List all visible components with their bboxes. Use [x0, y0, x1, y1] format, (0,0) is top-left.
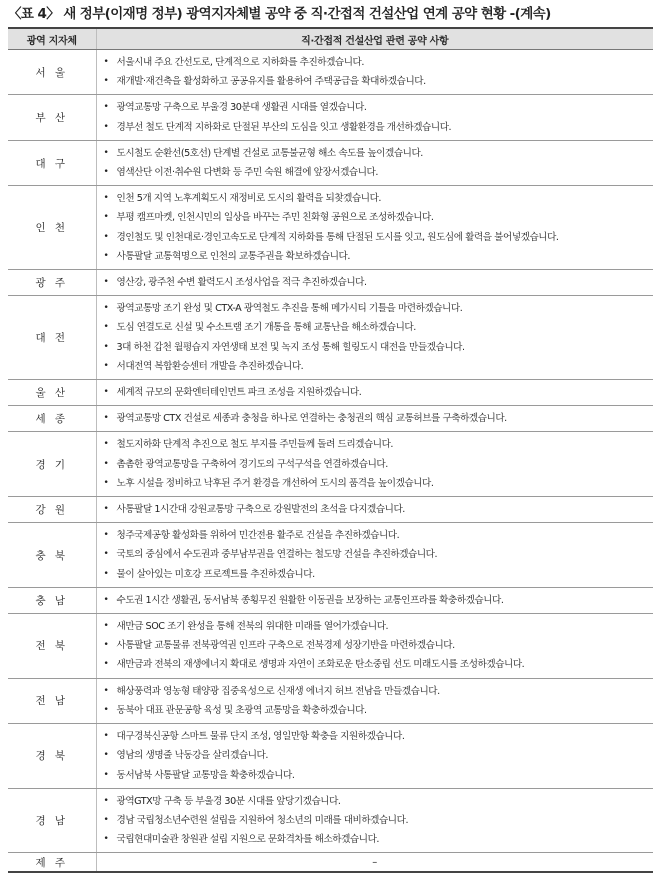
table-row: [8, 523, 653, 588]
pledge-list: [97, 144, 654, 182]
pledge-cell: [96, 95, 653, 140]
pledge-item: • 물이 살아있는 미호강 프로젝트를 추진하겠습니다.: [97, 565, 654, 584]
pledge-item: • 서대전역 복합환승센터 개발을 추진하겠습니다.: [97, 357, 654, 376]
region-cell: 전 남: [8, 678, 96, 723]
region-cell: 경 기: [8, 432, 96, 497]
region-cell: 대 전: [8, 296, 96, 380]
table-row: [8, 380, 653, 406]
table-row: [8, 587, 653, 613]
pledge-item: • 3대 하천 갑천 월평습지 자연생태 보전 및 녹지 조성 통해 힐링도시 대전을 만들겠습니다.: [97, 338, 654, 357]
table-row: [8, 724, 653, 789]
region-cell: 경 북: [8, 724, 96, 789]
pledge-item: • 국립현대미술관 창원관 설립 지원으로 문화격차를 해소하겠습니다.: [97, 830, 654, 849]
header-pledges: 직·간접적 건설산업 관련 공약 사항: [96, 28, 653, 50]
table-row: [8, 614, 653, 679]
pledge-table: [8, 27, 653, 873]
table-body: [8, 50, 653, 873]
table-row: [8, 140, 653, 185]
pledge-cell: [96, 724, 653, 789]
pledge-list: [97, 409, 654, 428]
pledge-item: • 국토의 중심에서 수도권과 중부남부권을 연결하는 철도망 건설을 추진하겠습니다.: [97, 545, 654, 564]
region-cell: 충 북: [8, 523, 96, 588]
pledge-list: [97, 189, 654, 266]
pledge-item: • 사통팔달 교통혁명으로 인천의 교통주권을 확보하겠습니다.: [97, 247, 654, 266]
pledge-list: [97, 591, 654, 610]
table-title: 〈표 4〉 새 정부(이재명 정부) 광역지자체별 공약 중 직·간접적 건설산업 연계 공약 현황 -(계속): [8, 6, 551, 22]
pledge-cell: [96, 270, 653, 296]
pledge-list: [97, 792, 654, 850]
pledge-cell: [96, 497, 653, 523]
region-cell: 광 주: [8, 270, 96, 296]
pledge-item: • 세계적 규모의 문화엔터테인먼트 파크 조성을 지원하겠습니다.: [97, 383, 654, 402]
pledge-item: • 새만금 SOC 조기 완성을 통해 전북의 위대한 미래를 열어가겠습니다.: [97, 617, 654, 636]
pledge-list: [97, 98, 654, 136]
pledge-item: • 광역GTX망 구축 등 부울경 30분 시대를 앞당기겠습니다.: [97, 792, 654, 811]
pledge-cell: [96, 296, 653, 380]
pledge-list: [97, 682, 654, 720]
header-region: 광역 지자체: [8, 28, 96, 50]
region-cell: 부 산: [8, 95, 96, 140]
pledge-item: • 촘촘한 광역교통망을 구축하여 경기도의 구석구석을 연결하겠습니다.: [97, 455, 654, 474]
pledge-item: • 도심 연결도로 신설 및 수소트램 조기 개통을 통해 교통난을 해소하겠습니다.: [97, 318, 654, 337]
region-cell: 제 주: [8, 853, 96, 873]
pledge-item: • 사통팔달 1시간대 강원교통망 구축으로 강원발전의 초석을 다지겠습니다.: [97, 500, 654, 519]
table-row: [8, 95, 653, 140]
pledge-item: • 동북아 대표 관문공항 육성 및 초광역 교통망을 확충하겠습니다.: [97, 701, 654, 720]
pledge-cell: [96, 380, 653, 406]
pledge-item: • 경인철도 및 인천대로·경인고속도로 단계적 지하화를 통해 단절된 도시를 잇고, 원도심에 활력을 불어넣겠습니다.: [97, 228, 654, 247]
pledge-item: • 재개발·재건축을 활성화하고 공공유지를 활용하여 주택공급을 확대하겠습니다.: [97, 72, 654, 91]
region-cell: 대 구: [8, 140, 96, 185]
pledge-list: [97, 273, 654, 292]
table-row: [8, 432, 653, 497]
table-row: [8, 186, 653, 270]
pledge-item: • 광역교통망 구축으로 부울경 30분대 생활권 시대를 열겠습니다.: [97, 98, 654, 117]
pledge-item: • 노후 시설을 정비하고 낙후된 주거 환경을 개선하여 도시의 품격을 높이겠습니다.: [97, 474, 654, 493]
pledge-list: [97, 435, 654, 493]
pledge-list: [97, 727, 654, 785]
pledge-cell: [96, 614, 653, 679]
pledge-list: [97, 617, 654, 675]
pledge-item: • 경부선 철도 단계적 지하화로 단절된 부산의 도심을 잇고 생활환경을 개선하겠습니다.: [97, 118, 654, 137]
pledge-item: • 동서남북 사통팔달 교통망을 확충하겠습니다.: [97, 766, 654, 785]
region-cell: 충 남: [8, 587, 96, 613]
pledge-cell: [96, 788, 653, 853]
pledge-cell: [96, 432, 653, 497]
pledge-item: • 수도권 1시간 생활권, 동서남북 종횡무진 원활한 이동권을 보장하는 교통인프라를 확충하겠습니다.: [97, 591, 654, 610]
pledge-cell: [96, 587, 653, 613]
pledge-item: • 새만금과 전북의 재생에너지 확대로 생명과 자연이 조화로운 탄소중립 선도 미래도시를 조성하겠습니다.: [97, 655, 654, 674]
pledge-item: • 청주국제공항 활성화를 위하여 민간전용 활주로 건설을 추진하겠습니다.: [97, 526, 654, 545]
pledge-item: • 철도지하화 단계적 추진으로 철도 부지를 주민들께 돌려 드리겠습니다.: [97, 435, 654, 454]
pledge-cell: [96, 186, 653, 270]
table-row: [8, 788, 653, 853]
pledge-item: • 영산강, 광주천 수변 활력도시 조성사업을 적극 추진하겠습니다.: [97, 273, 654, 292]
region-cell: 전 북: [8, 614, 96, 679]
pledge-list: [97, 299, 654, 376]
pledge-cell: [96, 406, 653, 432]
pledge-item: • 광역교통망 CTX 건설로 세종과 충청을 하나로 연결하는 충청권의 핵심 교통허브를 구축하겠습니다.: [97, 409, 654, 428]
pledge-cell: [96, 50, 653, 95]
pledge-list: [97, 383, 654, 402]
region-cell: 울 산: [8, 380, 96, 406]
pledge-item: • 광역교통망 조기 완성 및 CTX-A 광역철도 추진을 통해 메가시티 기틀을 마련하겠습니다.: [97, 299, 654, 318]
pledge-item: • 경남 국립청소년수련원 설립을 지원하여 청소년의 미래를 대비하겠습니다.: [97, 811, 654, 830]
pledge-item: • 대구경북신공항 스마트 물류 단지 조성, 영일만항 확충을 지원하겠습니다.: [97, 727, 654, 746]
table-row: [8, 497, 653, 523]
empty-pledge-cell: –: [96, 853, 653, 873]
table-header-row: [8, 28, 653, 50]
pledge-cell: [96, 678, 653, 723]
pledge-item: • 해상풍력과 영농형 태양광 집중육성으로 신재생 에너지 허브 전남을 만들겠습니다.: [97, 682, 654, 701]
region-cell: 세 종: [8, 406, 96, 432]
table-row: [8, 296, 653, 380]
pledge-item: • 사통팔달 교통물류 전북광역권 인프라 구축으로 전북경제 성장기반을 마련하겠습니다.: [97, 636, 654, 655]
table-row: [8, 270, 653, 296]
pledge-item: • 영남의 생명줄 낙동강을 살리겠습니다.: [97, 746, 654, 765]
pledge-item: • 염색산단 이전·취수원 다변화 등 주민 숙원 해결에 앞장서겠습니다.: [97, 163, 654, 182]
pledge-item: • 인천 5개 지역 노후계획도시 재정비로 도시의 활력을 되찾겠습니다.: [97, 189, 654, 208]
table-row: [8, 50, 653, 95]
pledge-list: [97, 526, 654, 584]
table-row: [8, 406, 653, 432]
region-cell: 서 울: [8, 50, 96, 95]
pledge-list: [97, 500, 654, 519]
pledge-item: • 도시철도 순환선(5호선) 단계별 건설로 교통불균형 해소 속도를 높이겠습니다.: [97, 144, 654, 163]
pledge-cell: [96, 140, 653, 185]
region-cell: 경 남: [8, 788, 96, 853]
pledge-item: • 부평 캠프마켓, 인천시민의 일상을 바꾸는 주민 친화형 공원으로 조성하겠습니다.: [97, 208, 654, 227]
pledge-item: • 서울시내 주요 간선도로, 단계적으로 지하화를 추진하겠습니다.: [97, 53, 654, 72]
region-cell: 강 원: [8, 497, 96, 523]
table-row: [8, 678, 653, 723]
table-row: [8, 853, 653, 873]
pledge-cell: [96, 523, 653, 588]
region-cell: 인 천: [8, 186, 96, 270]
pledge-list: [97, 53, 654, 91]
